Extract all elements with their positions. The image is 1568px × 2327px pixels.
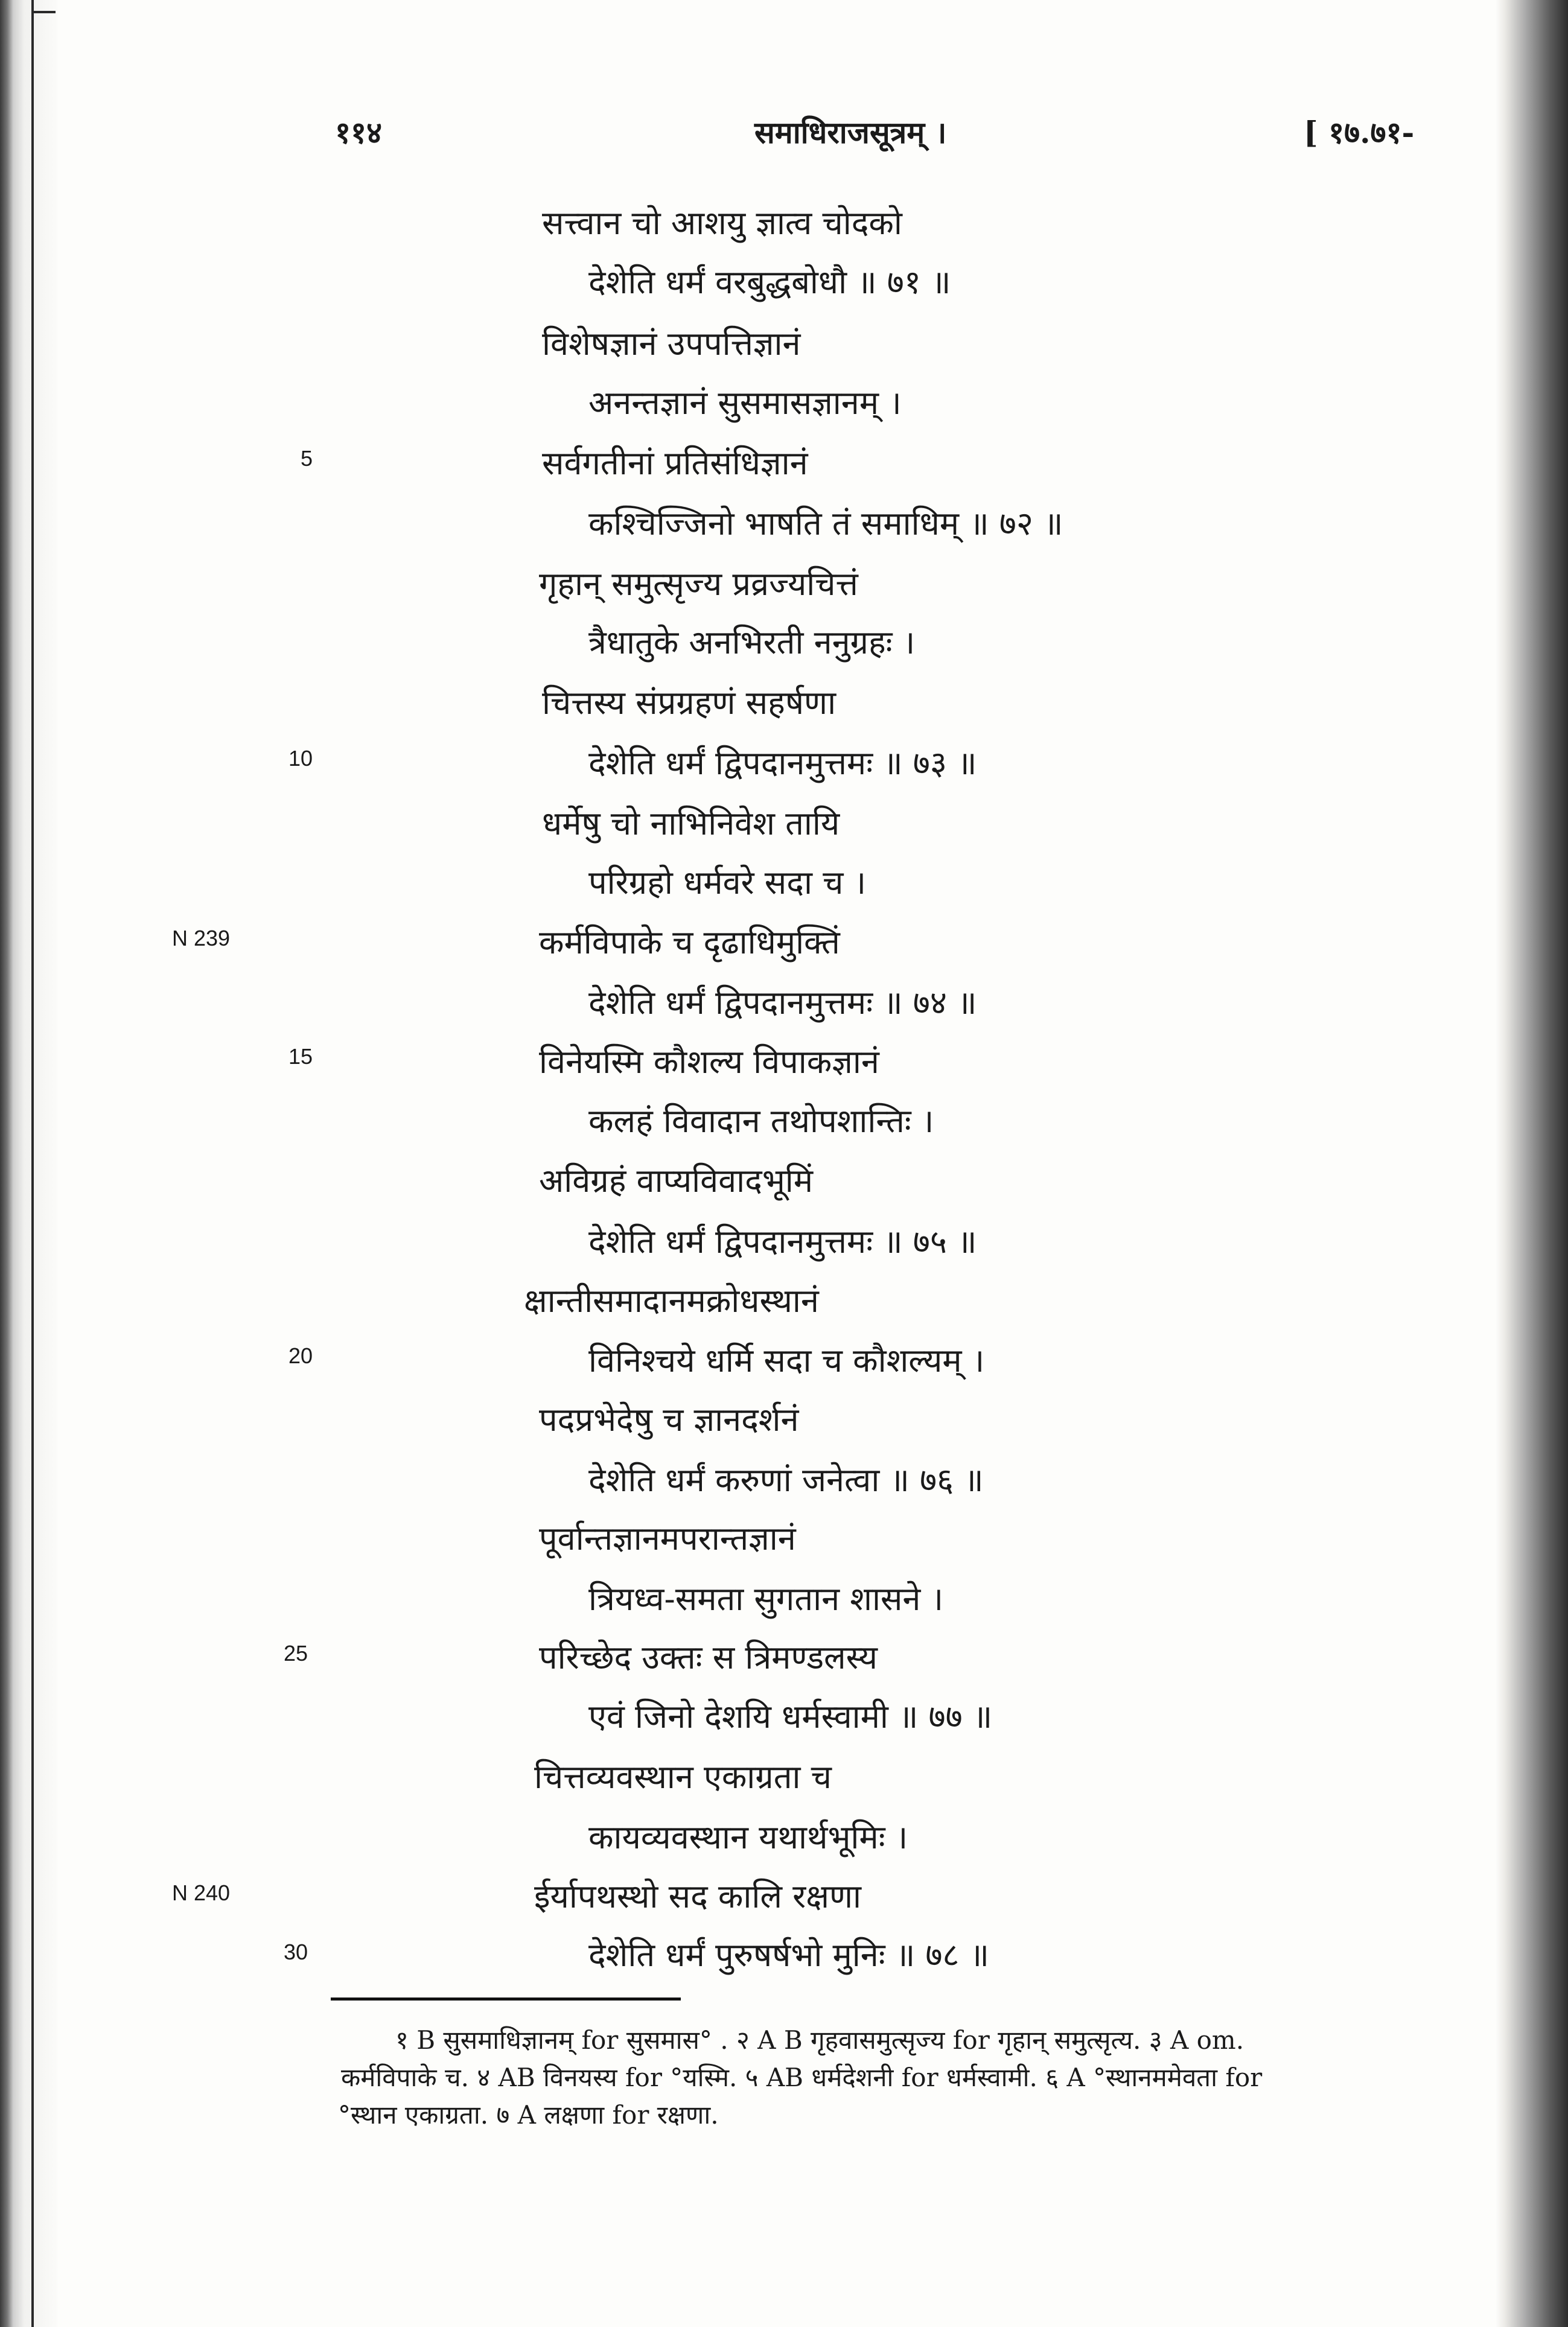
verse-line: अविग्रहं वाप्यविवादभूमिं <box>539 1162 814 1200</box>
footnote-line: कर्मविपाके च. ४ AB विनयस्य for °यस्मि. ५ AB धर्मदेशनी for धर्मस्वामी. ६ A °स्थानममेवता for <box>341 2063 1263 2092</box>
line-number: 30 <box>284 1940 308 1964</box>
verse-line: विनेयस्मि कौशल्य विपाकज्ञानं <box>539 1043 879 1081</box>
verse-line: कर्मविपाके च दृढाधिमुक्तिं <box>539 923 840 961</box>
verse-line: चित्तव्यवस्थान एकाग्रता च <box>534 1758 832 1796</box>
manuscript-ref: N 239 <box>172 926 231 950</box>
verse-line: सत्त्वान चो आशयु ज्ञात्व चोदको <box>542 204 902 242</box>
verse-line: कलहं विवादान तथोपशान्तिः । <box>588 1102 934 1140</box>
verse-line: देशेति धर्मं करुणां जनेत्वा ॥ ७६ ॥ <box>588 1461 984 1499</box>
line-number: 20 <box>288 1343 313 1368</box>
verse-line: परिग्रहो धर्मवरे सदा च । <box>588 864 867 902</box>
verse-line: गृहान् समुत्सृज्य प्रव्रज्यचित्तं <box>539 565 858 603</box>
verse-line: देशेति धर्मं द्विपदानमुत्तमः ॥ ७४ ॥ <box>588 984 977 1022</box>
verse-line: त्रैधातुके अनभिरती ननुग्रहः । <box>588 623 916 661</box>
line-number: 5 <box>301 446 313 471</box>
corner-mark <box>31 11 56 13</box>
binding-edge-left <box>0 0 57 2327</box>
manuscript-ref: N 240 <box>172 1880 231 1905</box>
binding-line <box>31 0 34 2327</box>
verse-line: पदप्रभेदेषु च ज्ञानदर्शनं <box>539 1401 799 1439</box>
page-title: समाधिराजसूत्रम् । <box>754 115 947 150</box>
verse-line: पूर्वान्तज्ञानमपरान्तज्ञानं <box>539 1520 796 1558</box>
page-number: ११४ <box>335 115 382 150</box>
verse-line: सर्वगतीनां प्रतिसंधिज्ञानं <box>542 444 808 482</box>
line-number: 15 <box>288 1044 313 1069</box>
verse-line: ईर्यापथस्थो सद कालि रक्षणा <box>534 1877 861 1915</box>
verse-line: देशेति धर्मं वरबुद्धबोधौ ॥ ७१ ॥ <box>588 263 951 301</box>
footnote-rule <box>331 1998 681 2001</box>
binding-edge-right <box>1496 0 1568 2327</box>
verse-line: क्षान्तीसमादानमक्रोधस्थानं <box>524 1282 819 1320</box>
verse-line: कायव्यवस्थान यथार्थभूमिः । <box>588 1818 908 1856</box>
verse-line: चित्तस्य संप्रग्रहणं सहर्षणा <box>542 684 837 722</box>
verse-line: परिच्छेद उक्तः स त्रिमण्डलस्य <box>539 1638 878 1676</box>
verse-line: देशेति धर्मं द्विपदानमुत्तमः ॥ ७५ ॥ <box>588 1223 977 1261</box>
line-number: 25 <box>284 1641 308 1666</box>
verse-line: देशेति धर्मं पुरुषर्षभो मुनिः ॥ ७८ ॥ <box>588 1936 989 1974</box>
verse-line: विशेषज्ञानं उपपत्तिज्ञानं <box>542 325 801 363</box>
verse-line: धर्मेषु चो नाभिनिवेश तायि <box>542 804 840 842</box>
verse-line: देशेति धर्मं द्विपदानमुत्तमः ॥ ७३ ॥ <box>588 744 977 782</box>
verse-line: एवं जिनो देशयि धर्मस्वामी ॥ ७७ ॥ <box>588 1698 993 1736</box>
footnote-line: १ B सुसमाधिज्ञानम् for सुसमास° . २ A B गृहवासमुत्सृज्य for गृहान् समुत्सृत्य. ३ A om. <box>395 2025 1245 2055</box>
line-number: 10 <box>288 746 313 771</box>
footnote-line: °स्थान एकाग्रता. ७ A लक्षणा for रक्षणा. <box>338 2100 719 2130</box>
verse-line: विनिश्चये धर्मि सदा च कौशल्यम् । <box>588 1342 985 1380</box>
verse-range: [ १७.७१- <box>1304 115 1415 150</box>
verse-line: त्रियध्व-समता सुगतान शासने । <box>588 1580 944 1618</box>
verse-line: कश्चिज्जिनो भाषति तं समाधिम् ॥ ७२ ॥ <box>588 505 1063 543</box>
verse-line: अनन्तज्ञानं सुसमासज्ञानम् । <box>588 384 902 422</box>
